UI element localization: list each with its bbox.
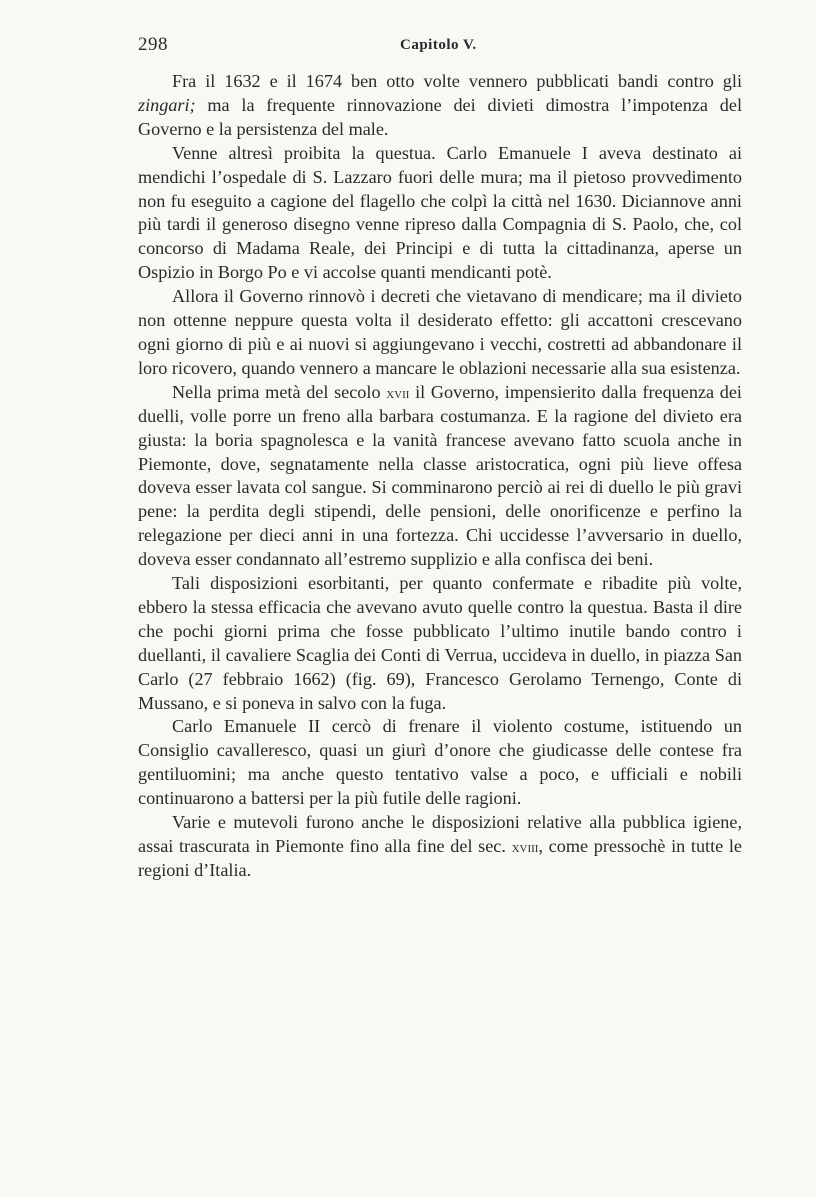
italic-term: zingari;	[138, 94, 196, 115]
paragraph-zingari: Fra il 1632 e il 1674 ben otto volte vennero pubblicati bandi contro gli zingari; ma la frequente rinnovazione dei divieti dimostra l’impotenza del Governo e la persistenza del male.	[138, 71, 742, 139]
paragraph-questua: Venne altresì proibita la questua. Carlo Emanuele I aveva destinato ai mendichi l’ospedale di S. Lazzaro fuori delle mura; ma il pietoso provvedimento non fu eseguito a cagione del flagello che colpì la città nel 1630. Diciannove anni più tardi il generoso disegno venne ripreso dalla Compagnia di S. Paolo, che, col concorso di Madama Reale, dei Principi e di tutta la cittadinanza, aperse un Ospizio in Borgo Po e vi accolse quanti mendicanti potè.	[138, 142, 742, 283]
page-body	[138, 70, 742, 883]
paragraph-disposizioni: Tali disposizioni esorbitanti, per quanto confermate e ribadite più volte, ebbero la stessa efficacia che avevano avuto quelle contro la questua. Basta il dire che pochi giorni prima che fosse pubblicato l’ultimo inutile bando contro i duellanti, il cavaliere Scaglia dei Conti di Verrua, uccideva in duello, in piazza San Carlo (27 febbraio 1662) (fig. 69), Francesco Gerolamo Ternengo, Conte di Mussano, e si poneva in salvo con la fuga.	[138, 573, 742, 713]
paragraph-consiglio: Carlo Emanuele II cercò di frenare il violento costume, istituendo un Consiglio cavalleresco, quasi un giurì d’onore che giudicasse delle contese fra gentiluomini; ma anche questo tentativo valse a poco, e ufficiali e nobili continuarono a battersi per la più futile delle ragioni.	[138, 716, 742, 809]
running-head: Capitolo V.	[400, 37, 477, 53]
paragraph-duelli: Nella prima metà del secolo xvii il Governo, impensierito dalla frequenza dei duelli, volle porre un freno alla barbara costumanza. E la ragione del divieto era giusta: la boria spagnolesca e la vanità francese avevano fatto scuola anche in Piemonte, dove, segnatamente nella classe aristocratica, ogni più lieve offesa doveva esser lavata col sangue. Si comminarono perciò ai rei di duello le più gravi pene: la perdita degli stipendi, delle pensioni, delle onorificenze e perfino la relegazione per dieci anni in una fortezza. Chi uccidesse l’avversario in duello, doveva esser condannato all’estremo supplizio e alla confisca dei beni.	[138, 381, 742, 570]
paragraph-mendicare: Allora il Governo rinnovò i decreti che vietavano di mendicare; ma il divieto non ottenne neppure questa volta il desiderato effetto: gli accattoni crescevano ogni giorno di più e ai nuovi si aggiungevano i vecchi, costretti ad abbandonare il loro ricovero, quando vennero a mancare le oblazioni necessarie alla sua esistenza.	[138, 286, 742, 378]
page-header	[138, 34, 742, 58]
page-number: 298	[138, 34, 168, 55]
roman-century: xviii	[511, 837, 539, 856]
paragraph-igiene: Varie e mutevoli furono anche le disposizioni relative alla pubblica igiene, assai trascurata in Piemonte fino alla fine del sec. xviii, come pressochè in tutte le regioni d’Italia.	[138, 812, 742, 880]
roman-century: xvii	[386, 382, 410, 402]
